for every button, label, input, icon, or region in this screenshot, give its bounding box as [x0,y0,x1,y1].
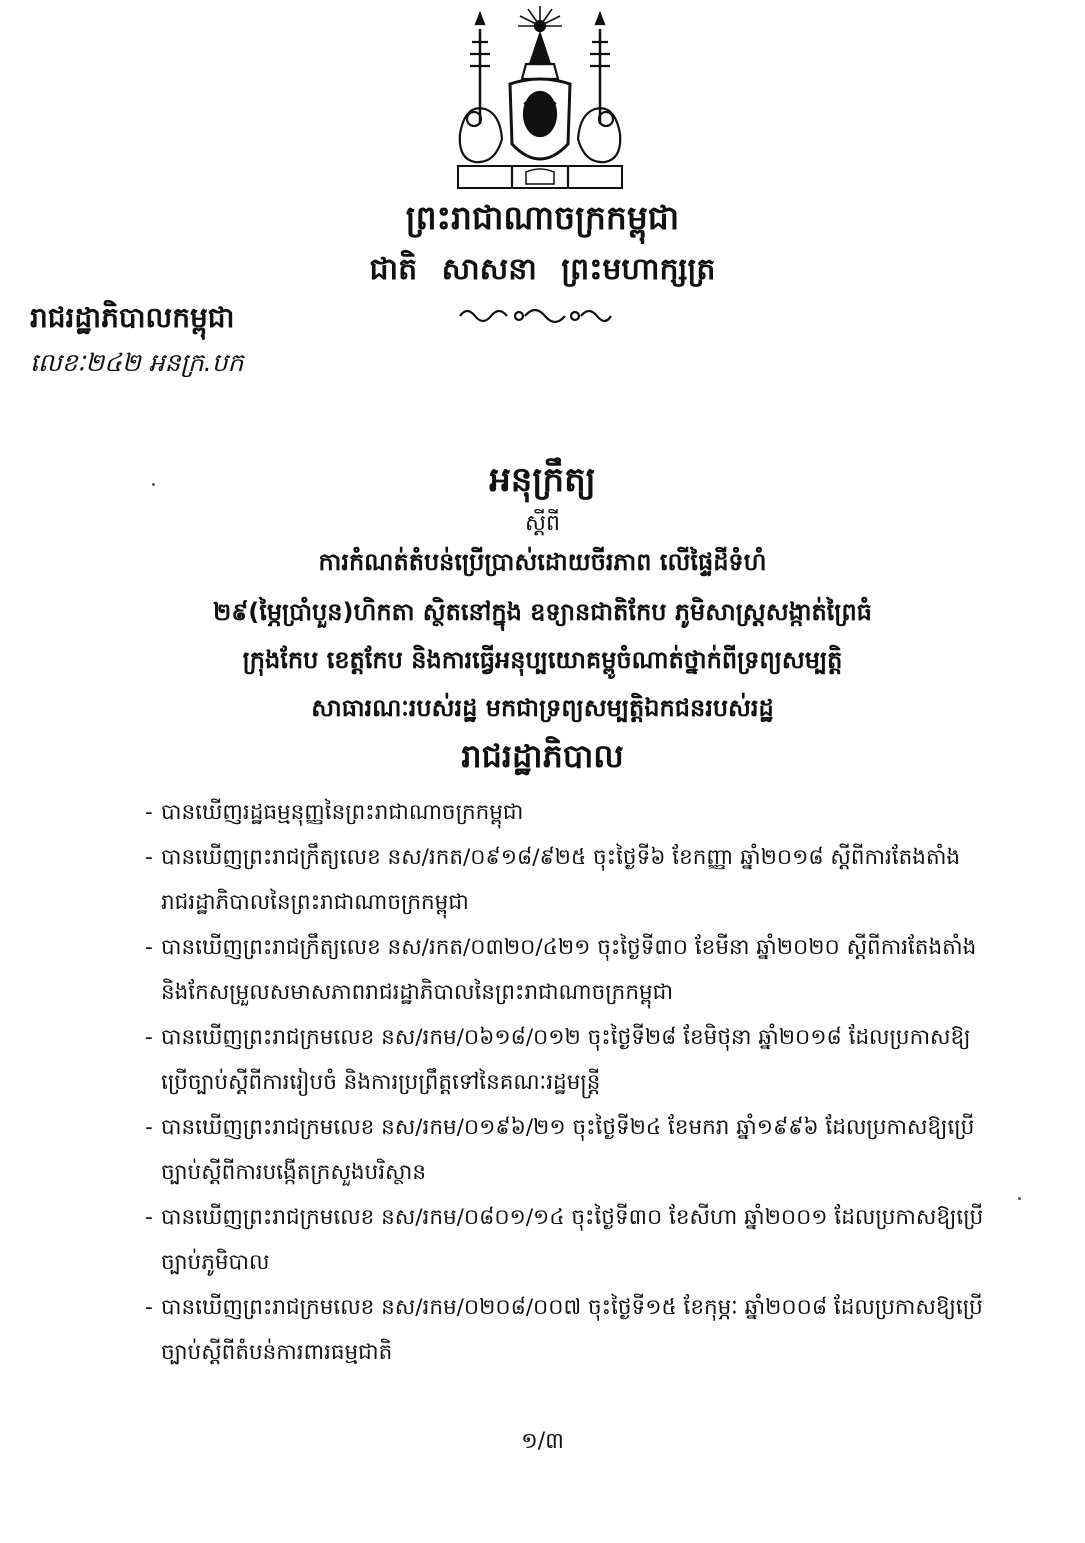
scan-speck [152,483,155,486]
subject-line: ២៩(ម្ភៃប្រាំបួន)ហិកតា ស្ថិតនៅក្នុង ឧទ្យានជាតិកែប ភូមិសាស្ត្រសង្កាត់ព្រៃធំ [213,598,872,626]
clause-item: - បានឃើញរដ្ឋធម្មនុញ្ញនៃព្រះរាជាណាចក្រកម្ពុជា [145,790,985,835]
document-type-title: អនុក្រឹត្យ [489,460,596,500]
scan-speck [1018,1197,1021,1200]
clause-item: - បានឃើញព្រះរាជក្រមលេខ នស/រកម/០៦១៨/០១២ ចុះថ្ងៃទី២៨ ខែមិថុនា ឆ្នាំ២០១៨ ដែលប្រកាសឱ្យប្រើច្បាប់ស្តីពីការរៀបចំ និងការប្រព្រឹត្តទៅនៃគណៈរដ្ឋមន្ត្រី [145,1015,985,1105]
royal-coat-of-arms-icon [440,4,640,194]
clause-item: - បានឃើញព្រះរាជក្រមលេខ នស/រកម/០៨០១/១៤ ចុះថ្ងៃទី៣០ ខែសីហា ឆ្នាំ២០០១ ដែលប្រកាសឱ្យប្រើច្បាប់ភូមិបាល [145,1195,985,1285]
subject-line: ក្រុងកែប ខេត្តកែប និងការធ្វើអនុប្បយោគម្ពូចំណាត់ថ្នាក់ពីទ្រព្យសម្បត្តិ [242,646,843,674]
subject-prefix: ស្តីពី [525,511,560,536]
preamble-clauses [145,790,985,1375]
clause-item: - បានឃើញព្រះរាជក្រមលេខ នស/រកម/០១៩៦/២១ ចុះថ្ងៃទី២៤ ខែមករា ឆ្នាំ១៩៩៦ ដែលប្រកាសឱ្យប្រើច្បាប់ស្តីពីការបង្កើតក្រសួងបរិស្ថាន [145,1105,985,1195]
kingdom-name: ព្រះរាជាណាចក្រកម្ពុជា [405,198,680,237]
page-number: ១/៣ [521,1429,564,1454]
issuing-authority-heading: រាជរដ្ឋាភិបាល [461,737,624,775]
clause-item: - បានឃើញព្រះរាជក្រឹត្យលេខ នស/រកត/០៩១៨/៩២៥ ចុះថ្ងៃទី៦ ខែកញ្ញា ឆ្នាំ២០១៨ ស្តីពីការតែងតាំងរាជរដ្ឋាភិបាលនៃព្រះរាជាណាចក្រកម្ពុជា [145,835,985,925]
issuing-government: រាជរដ្ឋាភិបាលកម្ពុជា [30,301,235,334]
ornament-divider-icon [455,302,615,328]
subject-line: ការកំណត់តំបន់ប្រើប្រាស់ដោយចីរភាព លើផ្ទៃដីទំហំ [318,548,767,576]
clause-item: - បានឃើញព្រះរាជក្រឹត្យលេខ នស/រកត/០៣២០/៤២១ ចុះថ្ងៃទី៣០ ខែមីនា ឆ្នាំ២០២០ ស្តីពីការតែងតាំង និងកែសម្រួលសមាសភាពរាជរដ្ឋាភិបាលនៃព្រះរាជាណាចក្រកម្ពុជា [145,925,985,1015]
document-number: លេខៈ២៤២ អនក្រ.បក [30,348,244,377]
clause-item: - បានឃើញព្រះរាជក្រមលេខ នស/រកម/០២០៨/០០៧ ចុះថ្ងៃទី១៥ ខែកុម្ភៈ ឆ្នាំ២០០៨ ដែលប្រកាសឱ្យប្រើច្បាប់ស្តីពីតំបន់ការពារធម្មជាតិ [145,1285,985,1375]
national-motto: ជាតិ សាសនា ព្រះមហាក្សត្រ [369,252,716,287]
subject-line: សាធារណៈរបស់រដ្ឋ មកជាទ្រព្យសម្បត្តិឯកជនរបស់រដ្ឋ [311,694,774,722]
